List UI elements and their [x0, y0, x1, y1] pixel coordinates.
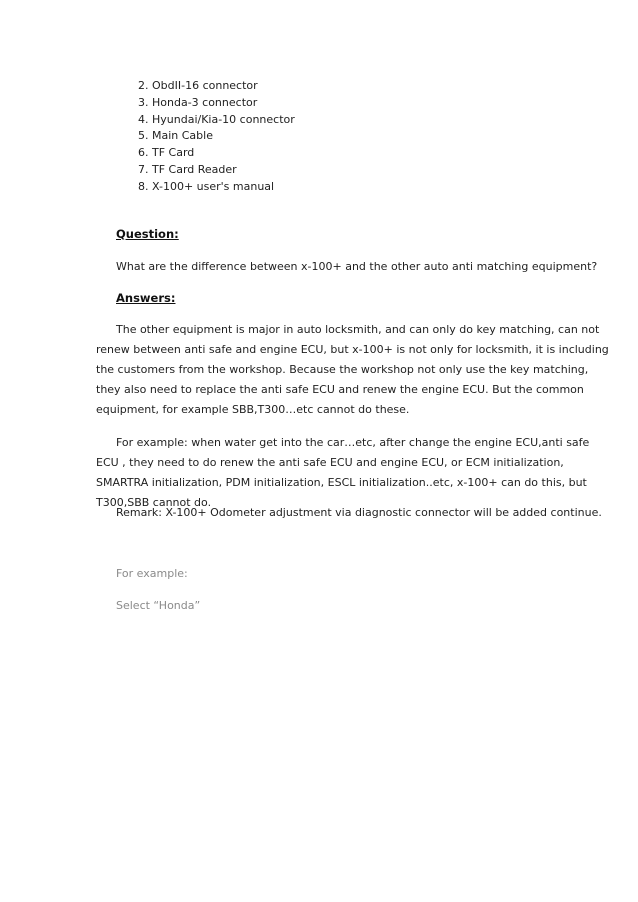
- paragraph-line: The other equipment is major in auto locksmith, and can only do key matching, can not: [116, 323, 600, 336]
- list-item: 3. Honda-3 connector: [138, 95, 258, 109]
- paragraph-line: they also need to replace the anti safe ECU and renew the engine ECU. But the common: [96, 383, 584, 396]
- paragraph-line: SMARTRA initialization, PDM initialization, ESCL initialization..etc, x-100+ can do this, but: [96, 476, 587, 489]
- list-item: 2. ObdII-16 connector: [138, 79, 258, 92]
- list-item: 7. TF Card Reader: [138, 162, 237, 176]
- package-item-list: [138, 78, 295, 196]
- paragraph-line: ECU , they need to do renew the anti safe ECU and engine ECU, or ECM initialization,: [96, 456, 564, 469]
- example-label: For example:: [116, 567, 188, 580]
- remark-text: Remark: X-100+ Odometer adjustment via diagnostic connector will be added continue.: [116, 506, 602, 519]
- paragraph-line: T300,SBB cannot do.: [96, 496, 212, 509]
- paragraph-line: For example: when water get into the car…etc, after change the engine ECU,anti safe: [116, 436, 590, 449]
- paragraph-line: renew between anti safe and engine ECU, but x-100+ is not only for locksmith, it is including: [96, 343, 609, 356]
- list-item: 6. TF Card: [138, 146, 195, 160]
- list-item: 5. Main Cable: [138, 129, 213, 143]
- question-heading: Question:: [116, 227, 179, 241]
- paragraph-line: equipment, for example SBB,T300…etc cannot do these.: [96, 403, 410, 416]
- select-honda-text: Select “Honda”: [116, 599, 201, 612]
- question-text: What are the difference between x-100+ and the other auto anti matching equipment?: [116, 260, 598, 273]
- list-item: 8. X-100+ user's manual: [138, 179, 275, 193]
- answers-heading: Answers:: [116, 291, 176, 305]
- paragraph-line: the customers from the workshop. Because the workshop not only use the key matching,: [96, 363, 589, 376]
- list-item: 4. Hyundai/Kia-10 connector: [138, 112, 295, 126]
